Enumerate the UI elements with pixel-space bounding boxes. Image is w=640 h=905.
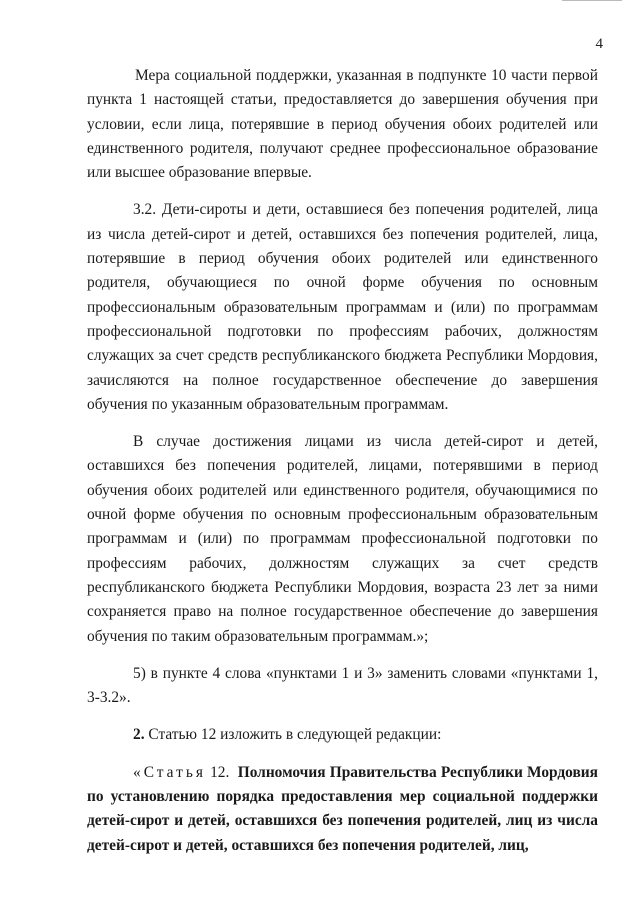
paragraph-3-2: 3.2. Дети-сироты и дети, оставшиеся без попечения родителей, лица из числа детей-сирот и детей, оставшихся без попечения родителей, лица, потерявшие в период обучения обоих родителей или единственного родителя, обучающиеся по очной форме обучения по основным профессиональным образовательным программам и (или) по программам профессиональной подготовки по профессиям рабочих, должностям служащих за счет средств республиканского бюджета Республики Мордовия, зачисляются на полное государственное обеспечение до завершения обучения по указанным образовательным программам. bbox=[87, 201, 598, 413]
article-label: Статья bbox=[143, 763, 206, 781]
article-12-heading bbox=[87, 761, 598, 858]
item-number: 2. bbox=[133, 726, 145, 744]
paragraph-support-measure: Мера социальной поддержки, указанная в подпункте 10 части первой пункта 1 настоящей статьи, предоставляется до завершения обучения при условии, если лица, потерявшие в период обучения обоих родителей или единственного родителя, получают среднее профессиональное образование или высшее образование впервые. bbox=[87, 67, 598, 182]
paragraph-item-2 bbox=[87, 723, 598, 747]
page-number: 4 bbox=[595, 36, 603, 52]
document-body bbox=[87, 64, 598, 858]
paragraph-item-5: 5) в пункте 4 слова «пунктами 1 и 3» заменить словами «пунктами 1, 3-3.2». bbox=[87, 664, 598, 707]
article-title: Полномочия Правительства Республики Мордовия по установлению порядка предоставления мер социальной поддержки детей-сирот и детей, оставшихся без попечения родителей, лиц из числа детей-сирот и детей, оставшихся без попечения родителей, лиц, bbox=[87, 763, 598, 854]
scan-mark bbox=[562, 0, 622, 5]
paragraph-age-23: В случае достижения лицами из числа детей-сирот и детей, оставшихся без попечения родителей, лицами, потерявшими в период обучения обоих родителей или единственного родителя, обучающимися по очной форме обучения по основным профессиональным образовательным программам и (или) по программам профессиональной подготовки по профессиям рабочих, должностям служащих за счет средств республиканского бюджета Республики Мордовия, возраста 23 лет за ними сохраняется право на полное государственное обеспечение до завершения обучения по таким образовательным программам.»; bbox=[87, 433, 598, 645]
article-number: 12. bbox=[205, 763, 230, 781]
item-text: Статью 12 изложить в следующей редакции: bbox=[144, 726, 442, 744]
article-open-quote: « bbox=[133, 763, 144, 781]
